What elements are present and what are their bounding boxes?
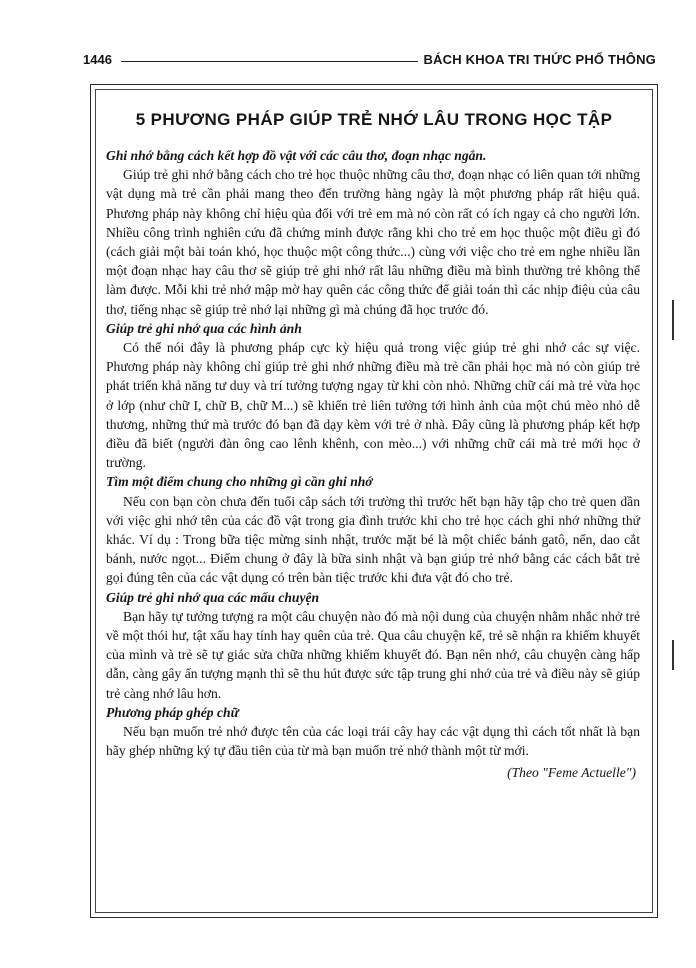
- section-paragraph-2: Có thể nói đây là phương pháp cực kỳ hiệu quả trong việc giúp trẻ ghi nhớ các sự việc. Phương pháp này không chỉ giúp trẻ ghi nhớ những điều mà trẻ cần phải học mà nó còn giúp trẻ phát triển khả năng tư duy và trí tưởng tượng ngay từ khi còn nhỏ. Những chữ cái mà trẻ vừa học ở lớp (như chữ I, chữ B, chữ M...) sẽ khiến trẻ liên tưởng tới hình ảnh của một chú mèo nhỏ dễ thương, những thứ mà trước đó bạn đã dạy kèm với trẻ ở nhà. Đây cũng là phương pháp kết hợp điều đã biết (người đàn ông cao lênh khênh, con mèo...) với những chữ cái mà trẻ mới học ở trường.: [106, 340, 640, 471]
- article-source: (Theo "Feme Actuelle"): [507, 764, 636, 780]
- section-paragraph-4: Bạn hãy tự tưởng tượng ra một câu chuyện nào đó mà nội dung của chuyện nhằm nhắc nhở trẻ về một thói hư, tật xấu hay tính hay quên của trẻ. Qua câu chuyện kể, trẻ sẽ nhận ra khiếm khuyết của mình và trẻ sẽ tự giác sửa chữa những khiếm khuyết đó. Bạn nên nhớ, câu chuyện càng hấp dẫn, càng gây ấn tượng mạnh thì sẽ thu hút được sức tập trung ghi nhớ của trẻ và điều này sẽ giúp trẻ càng nhớ lâu hơn.: [106, 608, 640, 701]
- page-number: 1446: [83, 52, 112, 67]
- article-body: [106, 146, 640, 782]
- section-paragraph-1: Giúp trẻ ghi nhớ bằng cách cho trẻ học thuộc những câu thơ, đoạn nhạc có liên quan tới những vật dụng mà trẻ cần phải mang theo đến trường hàng ngày là một phương pháp rất hiệu quả. Phương pháp này không chỉ hiệu qủa đối với trẻ em mà nó còn rất có ích ngay cả cho người lớn. Nhiều công trình nghiên cứu đã chứng minh được rằng khi cho trẻ em học thuộc một điều gì đó (cách giải một bài toán khó, học thuộc một công thức...) cùng với việc cho trẻ em nghe nhiều lần một đoạn nhạc hay câu thơ sẽ giúp trẻ ghi nhớ rất lâu những điều mà bình thường trẻ không thể làm được. Mỗi khi trẻ nhớ mập mờ hay quên các công thức để giải toán thì các nhịp điệu của câu thơ, tiếng nhạc sẽ giúp trẻ nhớ lại những gì mà chúng đã học trước đó.: [106, 167, 640, 317]
- section-heading-4: Giúp trẻ ghi nhớ qua các mẩu chuyện: [106, 589, 320, 605]
- scan-edge-mark: [672, 300, 674, 340]
- scan-edge-mark: [672, 640, 674, 670]
- section-heading-2: Giúp trẻ ghi nhớ qua các hình ảnh: [106, 320, 302, 336]
- section-heading-1: Ghi nhớ bằng cách kết hợp đồ vật với các câu thơ, đoạn nhạc ngắn.: [106, 148, 487, 163]
- article-title: 5 PHƯƠNG PHÁP GIÚP TRẺ NHỚ LÂU TRONG HỌC TẬP: [135, 110, 613, 129]
- section-paragraph-5: Nếu bạn muốn trẻ nhớ được tên của các loại trái cây hay các vật dụng thì cách tốt nhất là bạn hãy ghép những ký tự đầu tiên của từ mà bạn muốn trẻ nhớ thành một từ mới.: [106, 724, 640, 759]
- section-heading-5: Phương pháp ghép chữ: [106, 704, 239, 720]
- book-title: BÁCH KHOA TRI THỨC PHỔ THÔNG: [423, 52, 656, 67]
- section-heading-3: Tìm một điểm chung cho những gì cần ghi nhớ: [106, 474, 373, 490]
- page-header: [83, 52, 656, 72]
- header-rule: [121, 61, 418, 62]
- section-paragraph-3: Nếu con bạn còn chưa đến tuổi cắp sách tới trường thì trước hết bạn hãy tập cho trẻ quen dần với việc ghi nhớ tên của các đồ vật trong gia đình trước khi cho trẻ học cách ghi nhớ những thứ khác. Ví dụ : Trong bữa tiệc mừng sinh nhật, trước mặt bé là một chiếc bánh gatô, nến, dao cắt bánh, nước ngọt... Điểm chung ở đây là bữa sinh nhật và bạn giúp trẻ nhớ bằng các cách bắt trẻ gọi đúng tên của các vật dụng có trên bàn tiệc trước khi đưa vật đó cho trẻ.: [106, 493, 640, 586]
